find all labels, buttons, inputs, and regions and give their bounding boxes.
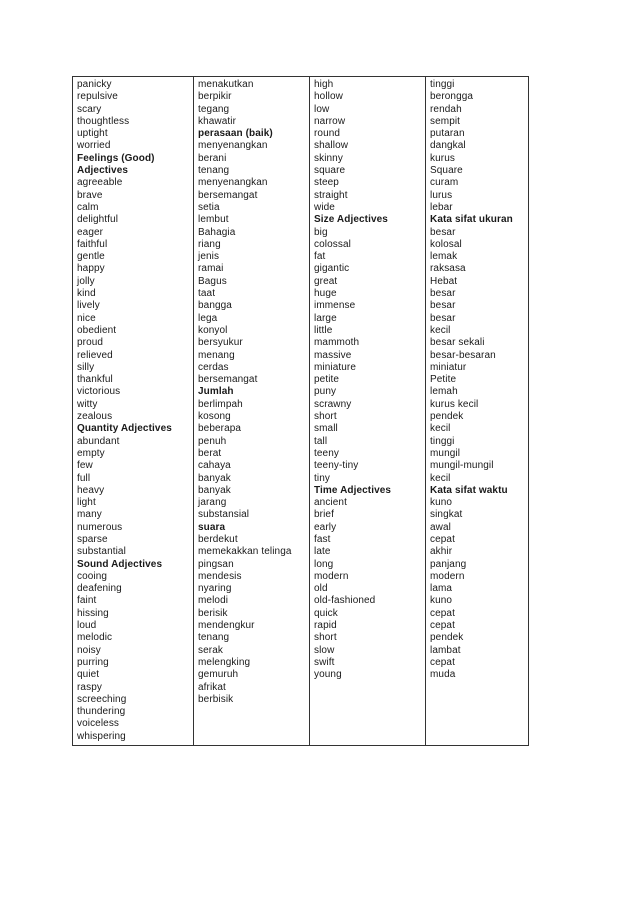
- word-entry: massive: [314, 349, 352, 361]
- category-heading: Adjectives: [77, 165, 129, 177]
- word-entry: awal: [430, 521, 451, 533]
- word-entry: kecil: [430, 423, 451, 435]
- word-entry: scary: [77, 103, 102, 115]
- word-entry: afrikat: [198, 681, 226, 693]
- word-entry: serak: [198, 644, 223, 656]
- word-entry: faithful: [77, 238, 108, 250]
- word-entry: khawatir: [198, 115, 237, 127]
- word-entry: lemah: [430, 386, 458, 398]
- word-entry: big: [314, 226, 328, 238]
- word-entry: penuh: [198, 435, 227, 447]
- word-entry: kolosal: [430, 238, 462, 250]
- word-entry: light: [77, 497, 96, 509]
- word-entry: tenang: [198, 165, 230, 177]
- word-entry: cepat: [430, 533, 455, 545]
- word-entry: bersyukur: [198, 337, 243, 349]
- word-entry: square: [314, 165, 346, 177]
- word-entry: mungil-mungil: [430, 460, 494, 472]
- word-entry: tenang: [198, 632, 230, 644]
- word-entry: kurus kecil: [430, 398, 479, 410]
- word-entry: slow: [314, 644, 335, 656]
- word-entry: tiny: [314, 472, 330, 484]
- word-entry: kuno: [430, 595, 453, 607]
- word-entry: Square: [430, 165, 463, 177]
- word-entry: cerdas: [198, 361, 229, 373]
- word-entry: happy: [77, 263, 105, 275]
- word-entry: early: [314, 521, 337, 533]
- word-entry: besar: [430, 288, 456, 300]
- word-entry: menang: [198, 349, 235, 361]
- word-entry: pendek: [430, 632, 464, 644]
- word-entry: jolly: [77, 275, 95, 287]
- word-entry: memekakkan telinga: [198, 546, 292, 558]
- word-entry: gemuruh: [198, 669, 239, 681]
- category-heading: Kata sifat waktu: [430, 484, 508, 496]
- word-entry: cepat: [430, 656, 455, 668]
- word-entry: bersemangat: [198, 189, 258, 201]
- word-entry: mendengkur: [198, 620, 255, 632]
- column-indonesian-2: [426, 77, 528, 745]
- word-entry: huge: [314, 288, 337, 300]
- word-entry: banyak: [198, 472, 231, 484]
- word-entry: witty: [77, 398, 98, 410]
- word-entry: young: [314, 669, 342, 681]
- word-entry: obedient: [77, 324, 117, 336]
- word-entry: lurus: [430, 189, 453, 201]
- word-entry: kuno: [430, 497, 453, 509]
- word-entry: agreeable: [77, 177, 123, 189]
- word-entry: besar: [430, 226, 456, 238]
- word-entry: wide: [314, 201, 335, 213]
- word-entry: cepat: [430, 607, 455, 619]
- word-entry: curam: [430, 177, 459, 189]
- word-entry: ramai: [198, 263, 224, 275]
- word-entry: melodi: [198, 595, 229, 607]
- word-entry: narrow: [314, 115, 346, 127]
- word-entry: faint: [77, 595, 97, 607]
- word-entry: victorious: [77, 386, 121, 398]
- word-entry: riang: [198, 238, 221, 250]
- word-entry: dangkal: [430, 140, 466, 152]
- word-entry: berpikir: [198, 91, 232, 103]
- word-entry: scrawny: [314, 398, 352, 410]
- word-entry: rendah: [430, 103, 462, 115]
- word-entry: deafening: [77, 583, 122, 595]
- word-entry: Bahagia: [198, 226, 236, 238]
- word-entry: beberapa: [198, 423, 242, 435]
- word-entry: substantial: [77, 546, 126, 558]
- word-entry: tinggi: [430, 435, 455, 447]
- category-heading: Feelings (Good): [77, 152, 155, 164]
- word-entry: teeny-tiny: [314, 460, 359, 472]
- word-entry: sparse: [77, 533, 108, 545]
- word-entry: bersemangat: [198, 374, 258, 386]
- word-entry: proud: [77, 337, 104, 349]
- word-entry: besar sekali: [430, 337, 485, 349]
- word-entry: skinny: [314, 152, 343, 164]
- word-entry: lembut: [198, 214, 229, 226]
- word-entry: great: [314, 275, 338, 287]
- word-entry: gigantic: [314, 263, 350, 275]
- word-entry: berbisik: [198, 693, 234, 705]
- word-entry: zealous: [77, 411, 113, 423]
- category-heading: Time Adjectives: [314, 484, 392, 496]
- word-entry: kind: [77, 288, 96, 300]
- word-entry: repulsive: [77, 91, 118, 103]
- word-entry: round: [314, 128, 341, 140]
- word-entry: melodic: [77, 632, 113, 644]
- word-entry: ancient: [314, 497, 347, 509]
- word-entry: large: [314, 312, 337, 324]
- word-entry: berat: [198, 447, 222, 459]
- word-entry: pingsan: [198, 558, 234, 570]
- word-entry: colossal: [314, 238, 351, 250]
- category-heading: Size Adjectives: [314, 214, 388, 226]
- word-entry: numerous: [77, 521, 123, 533]
- word-entry: modern: [430, 570, 465, 582]
- word-entry: panjang: [430, 558, 467, 570]
- category-heading: suara: [198, 521, 226, 533]
- category-heading: Quantity Adjectives: [77, 423, 172, 435]
- word-entry: besar-besaran: [430, 349, 496, 361]
- word-entry: gentle: [77, 251, 105, 263]
- word-entry: sempit: [430, 115, 461, 127]
- word-entry: pendek: [430, 411, 464, 423]
- word-entry: cepat: [430, 620, 455, 632]
- word-entry: berani: [198, 152, 227, 164]
- word-entry: relieved: [77, 349, 113, 361]
- word-entry: berisik: [198, 607, 228, 619]
- word-entry: quiet: [77, 669, 100, 681]
- word-entry: miniature: [314, 361, 357, 373]
- word-entry: miniatur: [430, 361, 467, 373]
- word-entry: uptight: [77, 128, 108, 140]
- word-entry: long: [314, 558, 334, 570]
- word-entry: menyenangkan: [198, 140, 268, 152]
- word-entry: tall: [314, 435, 328, 447]
- word-entry: Bagus: [198, 275, 227, 287]
- word-entry: quick: [314, 607, 338, 619]
- word-entry: lebar: [430, 201, 453, 213]
- word-entry: konyol: [198, 324, 228, 336]
- word-entry: menyenangkan: [198, 177, 268, 189]
- word-entry: few: [77, 460, 93, 472]
- word-entry: many: [77, 509, 102, 521]
- word-entry: whispering: [77, 730, 126, 742]
- category-heading: Kata sifat ukuran: [430, 214, 513, 226]
- word-entry: besar: [430, 312, 456, 324]
- word-entry: delightful: [77, 214, 119, 226]
- word-entry: small: [314, 423, 338, 435]
- word-entry: taat: [198, 288, 216, 300]
- word-entry: thoughtless: [77, 115, 130, 127]
- word-entry: akhir: [430, 546, 453, 558]
- word-entry: Petite: [430, 374, 457, 386]
- word-entry: fat: [314, 251, 326, 263]
- word-entry: puny: [314, 386, 337, 398]
- word-entry: straight: [314, 189, 348, 201]
- word-entry: kurus: [430, 152, 455, 164]
- word-entry: fast: [314, 533, 331, 545]
- word-entry: old-fashioned: [314, 595, 376, 607]
- word-entry: lama: [430, 583, 453, 595]
- word-entry: hissing: [77, 607, 109, 619]
- word-entry: noisy: [77, 644, 101, 656]
- word-entry: full: [77, 472, 91, 484]
- word-entry: hollow: [314, 91, 343, 103]
- word-entry: voiceless: [77, 718, 120, 730]
- word-entry: muda: [430, 669, 456, 681]
- word-entry: berdekut: [198, 533, 238, 545]
- word-entry: brave: [77, 189, 103, 201]
- word-entry: bangga: [198, 300, 232, 312]
- category-heading: perasaan (baik): [198, 128, 273, 140]
- word-entry: rapid: [314, 620, 337, 632]
- word-entry: empty: [77, 447, 105, 459]
- word-entry: jarang: [198, 497, 227, 509]
- word-entry: abundant: [77, 435, 120, 447]
- word-entry: calm: [77, 201, 99, 213]
- word-entry: tinggi: [430, 79, 455, 90]
- word-entry: modern: [314, 570, 349, 582]
- column-english-2: [310, 77, 426, 745]
- word-entry: panicky: [77, 79, 112, 90]
- word-entry: loud: [77, 620, 97, 632]
- word-entry: lemak: [430, 251, 458, 263]
- word-entry: petite: [314, 374, 340, 386]
- word-entry: menakutkan: [198, 79, 254, 90]
- word-entry: immense: [314, 300, 356, 312]
- word-entry: raspy: [77, 681, 102, 693]
- word-entry: kosong: [198, 411, 231, 423]
- word-entry: lambat: [430, 644, 461, 656]
- word-entry: lively: [77, 300, 100, 312]
- word-entry: eager: [77, 226, 104, 238]
- word-entry: swift: [314, 656, 335, 668]
- word-entry: substansial: [198, 509, 250, 521]
- word-entry: short: [314, 632, 337, 644]
- word-entry: shallow: [314, 140, 349, 152]
- word-entry: little: [314, 324, 333, 336]
- word-entry: lega: [198, 312, 218, 324]
- column-indonesian-1: [194, 77, 310, 745]
- word-entry: mammoth: [314, 337, 360, 349]
- word-entry: berlimpah: [198, 398, 243, 410]
- word-entry: old: [314, 583, 328, 595]
- word-entry: kecil: [430, 324, 451, 336]
- word-entry: low: [314, 103, 330, 115]
- word-entry: short: [314, 411, 337, 423]
- word-entry: mungil: [430, 447, 461, 459]
- word-entry: thankful: [77, 374, 113, 386]
- word-entry: purring: [77, 656, 109, 668]
- word-entry: raksasa: [430, 263, 466, 275]
- word-entry: cooing: [77, 570, 108, 582]
- word-entry: nice: [77, 312, 96, 324]
- word-entry: mendesis: [198, 570, 242, 582]
- word-entry: banyak: [198, 484, 231, 496]
- word-entry: putaran: [430, 128, 465, 140]
- word-entry: screeching: [77, 693, 127, 705]
- word-entry: singkat: [430, 509, 463, 521]
- word-entry: nyaring: [198, 583, 232, 595]
- category-heading: Jumlah: [198, 386, 234, 398]
- word-entry: setia: [198, 201, 220, 213]
- word-entry: melengking: [198, 656, 251, 668]
- category-heading: Sound Adjectives: [77, 558, 163, 570]
- word-entry: teeny: [314, 447, 339, 459]
- word-entry: berongga: [430, 91, 474, 103]
- word-entry: kecil: [430, 472, 451, 484]
- word-entry: besar: [430, 300, 456, 312]
- word-entry: jenis: [198, 251, 220, 263]
- word-entry: worried: [77, 140, 111, 152]
- word-entry: tegang: [198, 103, 230, 115]
- word-entry: brief: [314, 509, 334, 521]
- column-english-1: [73, 77, 194, 745]
- word-entry: steep: [314, 177, 339, 189]
- word-entry: Hebat: [430, 275, 458, 287]
- word-entry: heavy: [77, 484, 105, 496]
- word-entry: high: [314, 79, 334, 90]
- vocabulary-table: [72, 76, 529, 746]
- word-entry: silly: [77, 361, 95, 373]
- word-entry: cahaya: [198, 460, 231, 472]
- word-entry: late: [314, 546, 331, 558]
- word-entry: thundering: [77, 706, 126, 718]
